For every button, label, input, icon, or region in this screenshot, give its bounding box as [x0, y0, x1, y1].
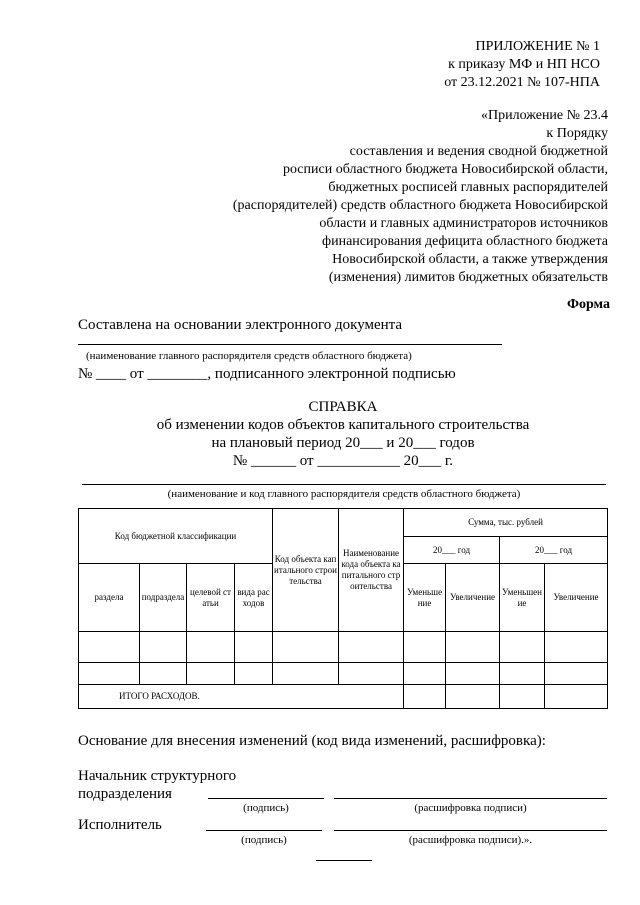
annex-line: «Приложение № 23.4: [481, 108, 608, 123]
form-label: Форма: [566, 297, 610, 312]
appendix-order: к приказу МФ и НП НСО: [448, 57, 600, 72]
doc-title: СПРАВКА: [308, 399, 378, 415]
annex-line: (распорядителей) средств областного бюджета Новосибирской: [232, 198, 608, 213]
executor-label: Исполнитель: [78, 817, 162, 833]
appendix-number: ПРИЛОЖЕНИЕ № 1: [475, 39, 600, 54]
executor-signature-line: [206, 830, 322, 831]
table-row: [79, 663, 608, 685]
head-decoding-line: [334, 798, 607, 799]
signed-line: № ____ от ________, подписанного электронной подписью: [78, 366, 456, 382]
doc-subtitle: об изменении кодов объектов капитального строительства: [156, 417, 530, 433]
header-year-1: 20___ год: [404, 537, 500, 564]
basis-text: Основание для внесения изменений (код вида изменений, расшифровка):: [78, 733, 546, 749]
col-decrease-1: Уменьшение: [404, 564, 446, 632]
closing-line: [316, 860, 372, 861]
head-decoding-caption: (расшифровка подписи): [414, 802, 527, 814]
head-label-line: Начальник структурного: [78, 768, 237, 784]
annex-line: бюджетных росписей главных распорядителей: [328, 180, 608, 195]
distributor-code-line: [82, 484, 606, 485]
col-increase-1: Увеличение: [446, 564, 500, 632]
col-subsection: подраздела: [140, 564, 187, 632]
header-year-2: 20___ год: [500, 537, 608, 564]
annex-line: финансирования дефицита областного бюджета: [322, 234, 608, 249]
distributor-line: [78, 344, 502, 345]
head-signature-line: [208, 798, 324, 799]
executor-decoding-line: [334, 830, 607, 831]
annex-line: Новосибирской области, а также утверждения: [332, 252, 608, 267]
annex-line: составления и ведения сводной бюджетной: [349, 144, 608, 159]
appendix-header: [300, 38, 600, 92]
distributor-code-caption: (наименование и код главного распорядителя средств областного бюджета): [167, 488, 521, 500]
annex-line: (изменения) лимитов бюджетных обязательств: [328, 270, 608, 285]
table-row: [79, 632, 608, 663]
total-label: ИТОГО РАСХОДОВ.: [79, 685, 404, 709]
col-decrease-2: Уменьшение: [500, 564, 545, 632]
header-object-code: Код объекта капитального строительства: [273, 509, 339, 632]
header-budget-classification: Код бюджетной классификации: [79, 509, 273, 564]
col-expense-type: вида расходов: [235, 564, 273, 632]
header-object-name: Наименование кода объекта капитального строительства: [339, 509, 404, 632]
changes-table: [78, 508, 608, 709]
header-sum: Сумма, тыс. рублей: [404, 509, 608, 537]
col-target-article: целевой статьи: [187, 564, 235, 632]
head-signature-caption: (подпись): [243, 802, 289, 814]
annex-line: области и главных администраторов источников: [319, 216, 608, 231]
composed-text: Составлена на основании электронного документа: [78, 317, 403, 333]
col-increase-2: Увеличение: [545, 564, 608, 632]
annex-line: к Порядку: [546, 126, 608, 141]
col-section: раздела: [79, 564, 140, 632]
executor-signature-caption: (подпись): [241, 834, 287, 846]
appendix-date: от 23.12.2021 № 107-НПА: [444, 75, 600, 90]
doc-number: № ______ от ___________ 20___ г.: [232, 453, 454, 469]
distributor-caption: (наименование главного распорядителя средств областного бюджета): [86, 350, 412, 362]
annex-line: росписи областного бюджета Новосибирской области,: [282, 162, 608, 177]
head-label-line: подразделения: [78, 786, 172, 802]
total-row: [79, 685, 608, 709]
doc-period: на плановый период 20___ и 20___ годов: [211, 435, 475, 451]
executor-decoding-caption: (расшифровка подписи).».: [408, 834, 533, 846]
annex-block: [138, 107, 608, 287]
